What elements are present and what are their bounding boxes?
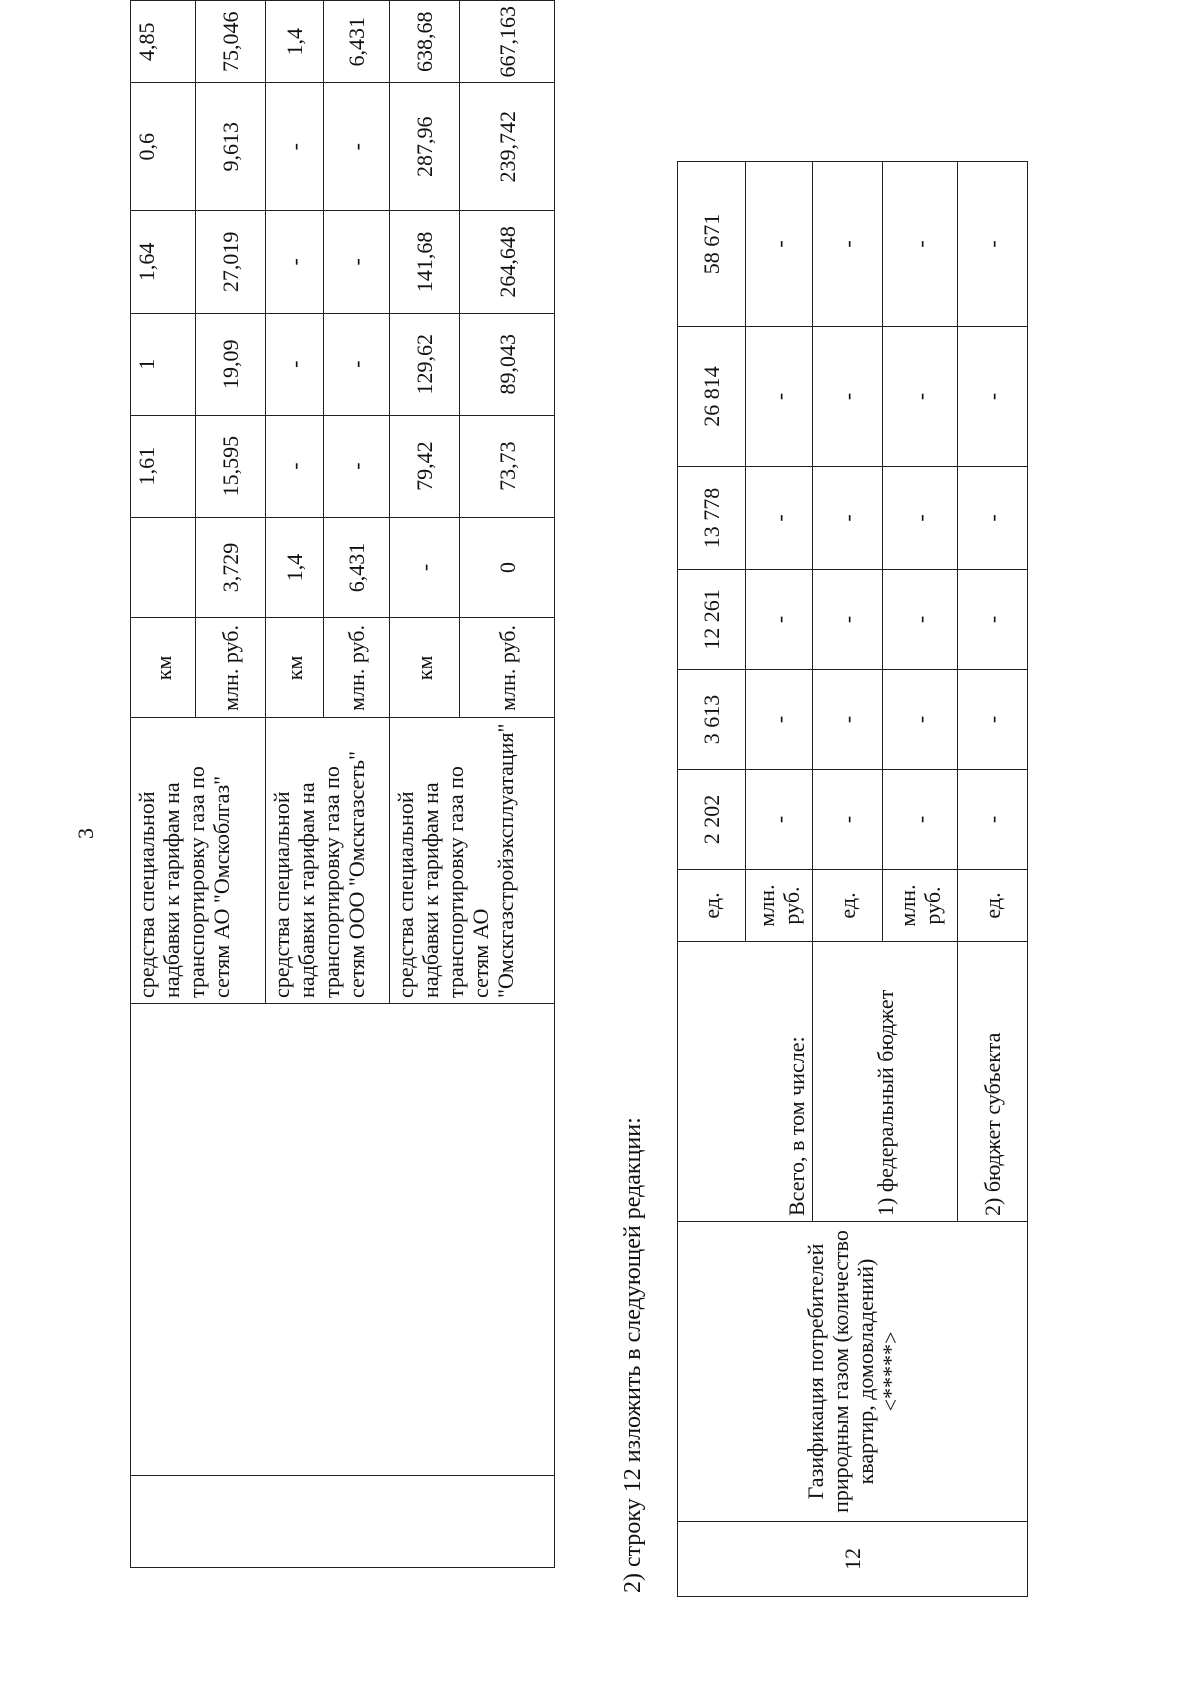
value-cell: 9,613 xyxy=(196,83,266,210)
value-cell: - xyxy=(746,770,813,870)
value-cell: - xyxy=(324,313,390,415)
unit-cell: ед. xyxy=(958,870,1028,942)
unit-cell: млн. руб. xyxy=(196,618,266,718)
blank-title-cell xyxy=(131,1003,555,1475)
value-cell: - xyxy=(813,162,883,327)
unit-cell: млн. руб. xyxy=(883,870,958,942)
value-cell: - xyxy=(958,467,1028,570)
value-cell: 638,68 xyxy=(390,1,460,84)
value-cell: - xyxy=(266,313,324,415)
value-cell: - xyxy=(324,415,390,517)
value-cell: 3,729 xyxy=(196,517,266,618)
value-cell: 1 xyxy=(131,313,196,415)
value-cell: 15,595 xyxy=(196,415,266,517)
value-cell: - xyxy=(958,770,1028,870)
continuation-table xyxy=(130,0,555,1568)
unit-cell: км xyxy=(131,618,196,718)
value-cell: - xyxy=(324,83,390,210)
value-cell: 79,42 xyxy=(390,415,460,517)
value-cell: - xyxy=(958,670,1028,770)
value-cell: - xyxy=(883,670,958,770)
value-cell: 26 814 xyxy=(678,327,746,467)
value-cell: - xyxy=(883,467,958,570)
row-label: средства специальной надбавки к тарифам на транспортировку газа по сетям АО "Омскоблгаз" xyxy=(131,718,266,1003)
value-cell: 19,09 xyxy=(196,313,266,415)
value-cell: - xyxy=(746,570,813,670)
value-cell: 0 xyxy=(460,517,555,618)
table-row xyxy=(678,162,746,1597)
value-cell: 27,019 xyxy=(196,210,266,313)
value-cell: 129,62 xyxy=(390,313,460,415)
value-cell: 0,6 xyxy=(131,83,196,210)
value-cell: - xyxy=(324,210,390,313)
row-title: Газификация потребителей природным газом (количество квартир, домовладений) <*****> xyxy=(678,1222,1028,1522)
value-cell: 264,648 xyxy=(460,210,555,313)
row-12-table xyxy=(677,161,1028,1597)
value-cell: 73,73 xyxy=(460,415,555,517)
value-cell: - xyxy=(266,415,324,517)
value-cell: - xyxy=(813,467,883,570)
row-label: средства специальной надбавки к тарифам на транспортировку газа по сетям АО "Омскгазстройэксплуатация" xyxy=(390,718,555,1003)
value-cell: - xyxy=(266,83,324,210)
table-row xyxy=(131,1,196,1568)
value-cell: 1,4 xyxy=(266,517,324,618)
value-cell: - xyxy=(883,770,958,870)
value-cell: 58 671 xyxy=(678,162,746,327)
value-cell: - xyxy=(883,162,958,327)
value-cell: 1,61 xyxy=(131,415,196,517)
value-cell: - xyxy=(266,210,324,313)
value-cell: 6,431 xyxy=(324,1,390,84)
row-label: средства специальной надбавки к тарифам на транспортировку газа по сетям ООО "Омскгазсеть" xyxy=(266,718,390,1003)
value-cell: 75,046 xyxy=(196,1,266,84)
subrow-label: 1) федеральный бюджет xyxy=(813,942,958,1222)
row-number: 12 xyxy=(678,1522,1028,1597)
value-cell: - xyxy=(813,670,883,770)
value-cell: 2 202 xyxy=(678,770,746,870)
value-cell: 6,431 xyxy=(324,517,390,618)
unit-cell: млн. руб. xyxy=(324,618,390,718)
value-cell: - xyxy=(958,327,1028,467)
value-cell: 4,85 xyxy=(131,1,196,84)
value-cell: 89,043 xyxy=(460,313,555,415)
unit-cell: ед. xyxy=(678,870,746,942)
value-cell: 3 613 xyxy=(678,670,746,770)
value-cell: - xyxy=(390,517,460,618)
value-cell: 1,64 xyxy=(131,210,196,313)
value-cell: - xyxy=(958,162,1028,327)
unit-cell: млн. руб. xyxy=(746,870,813,942)
value-cell: 1,4 xyxy=(266,1,324,84)
value-cell: 667,163 xyxy=(460,1,555,84)
value-cell: - xyxy=(746,162,813,327)
value-cell: - xyxy=(958,570,1028,670)
value-cell: - xyxy=(883,570,958,670)
value-cell: 12 261 xyxy=(678,570,746,670)
unit-cell: ед. xyxy=(813,870,883,942)
value-cell: 141,68 xyxy=(390,210,460,313)
value-cell xyxy=(131,517,196,618)
amendment-caption: 2) строку 12 изложить в следующей редакции: xyxy=(620,1117,646,1593)
value-cell: 287,96 xyxy=(390,83,460,210)
value-cell: - xyxy=(883,327,958,467)
blank-number-cell xyxy=(131,1476,555,1568)
subrow-label: 2) бюджет субъекта xyxy=(958,942,1028,1222)
value-cell: - xyxy=(813,327,883,467)
value-cell: - xyxy=(813,770,883,870)
subrow-label: Всего, в том числе: xyxy=(678,942,813,1222)
value-cell: - xyxy=(813,570,883,670)
value-cell: - xyxy=(746,327,813,467)
value-cell: - xyxy=(746,670,813,770)
unit-cell: км xyxy=(266,618,324,718)
value-cell: 13 778 xyxy=(678,467,746,570)
unit-cell: км xyxy=(390,618,460,718)
value-cell: - xyxy=(746,467,813,570)
unit-cell: млн. руб. xyxy=(460,618,555,718)
page-number: 3 xyxy=(73,828,98,839)
value-cell: 239,742 xyxy=(460,83,555,210)
